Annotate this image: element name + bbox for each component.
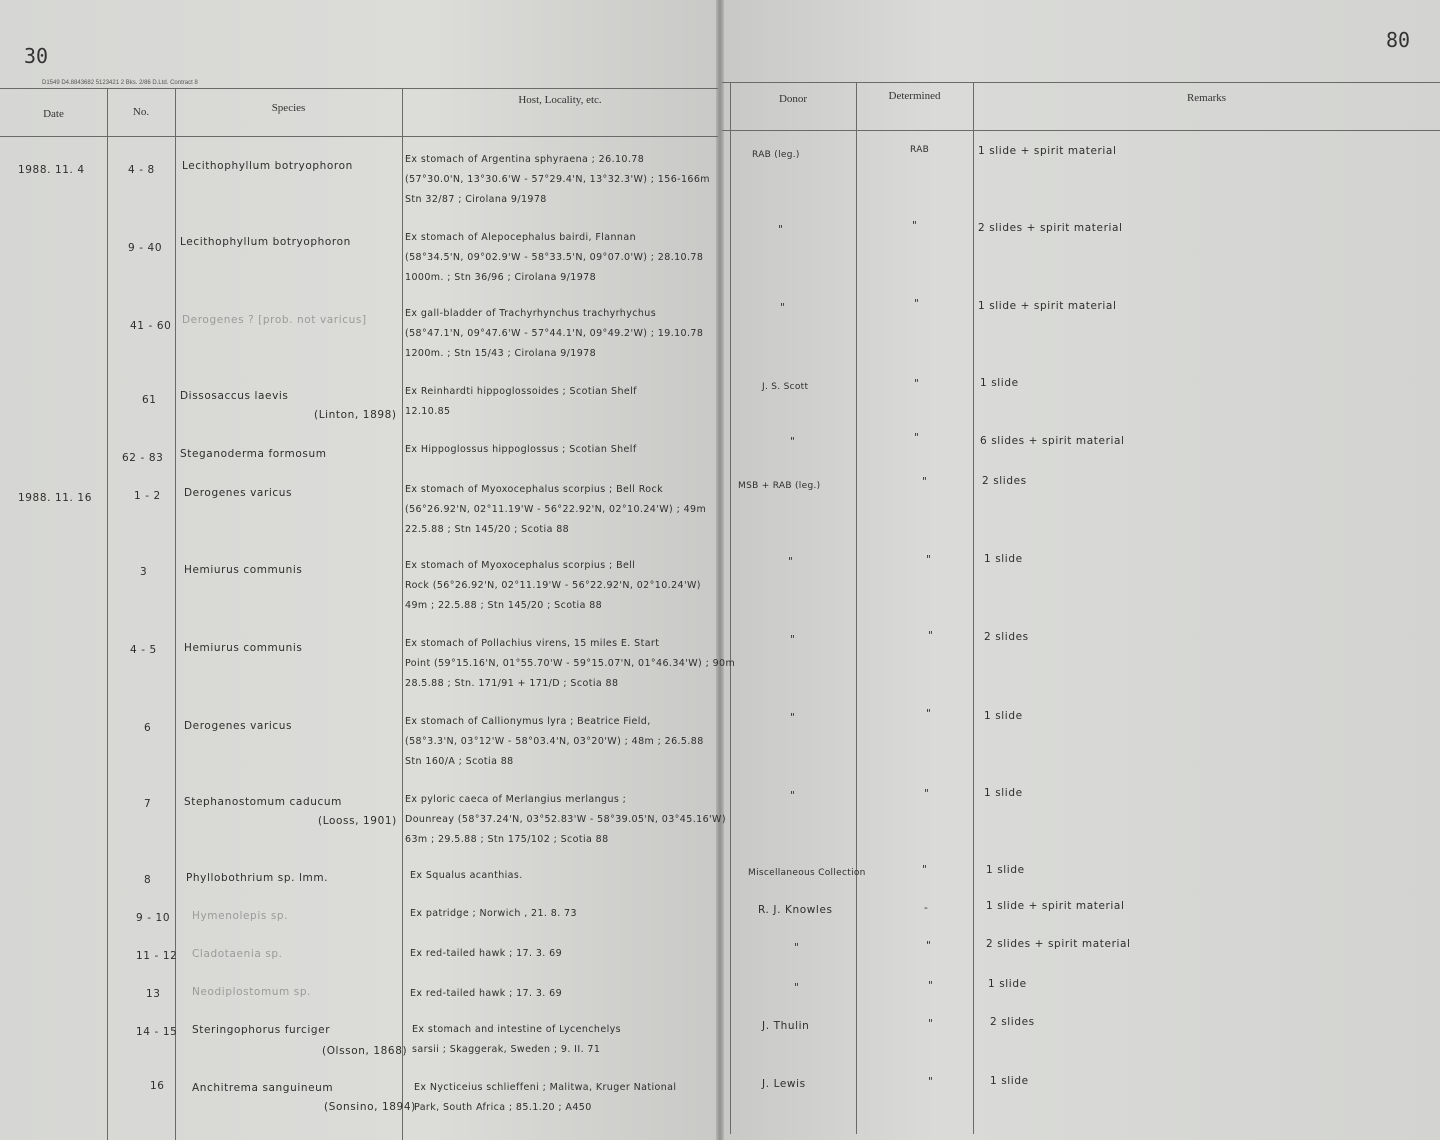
entry-remarks: 2 slides xyxy=(982,475,1027,487)
entry-remarks: 1 slide xyxy=(990,1075,1029,1087)
column-rule-determined xyxy=(856,82,857,1134)
host-line: Park, South Africa ; 85.1.20 ; A450 xyxy=(414,1102,592,1113)
entry-remarks: 6 slides + spirit material xyxy=(980,435,1125,447)
entry-host xyxy=(405,556,701,616)
entry-determined: " xyxy=(926,708,932,720)
entry-host xyxy=(410,866,523,886)
host-line: Ex gall-bladder of Trachyrhynchus trachyrhychus xyxy=(405,308,657,319)
entry-species: Dissosaccus laevis xyxy=(180,390,289,402)
entry-donor: J. Lewis xyxy=(762,1078,806,1090)
entry-remarks: 1 slide + spirit material xyxy=(978,145,1117,157)
column-rule-remarks xyxy=(973,82,974,1134)
entry-determined: " xyxy=(926,940,932,952)
entry-species: Hemiurus communis xyxy=(184,564,303,576)
entry-species: Cladotaenia sp. xyxy=(192,948,283,960)
host-line: Ex Nycticeius schlieffeni ; Malitwa, Kruger National xyxy=(414,1082,677,1093)
host-line: 28.5.88 ; Stn. 171/91 + 171/D ; Scotia 88 xyxy=(405,678,619,689)
entry-donor: Miscellaneous Collection xyxy=(748,868,866,878)
host-line: Ex stomach of Myoxocephalus scorpius ; Bell xyxy=(405,560,636,571)
right-page xyxy=(722,0,1440,1140)
header-species: Species xyxy=(271,102,306,114)
entry-host xyxy=(405,304,703,364)
book-gutter xyxy=(716,0,724,1140)
entry-remarks: 1 slide + spirit material xyxy=(986,900,1125,912)
entry-remarks: 1 slide xyxy=(988,978,1027,990)
host-line: Ex stomach of Pollachius virens, 15 miles E. Start xyxy=(405,638,660,649)
entry-remarks: 1 slide xyxy=(984,787,1023,799)
header-determined: Determined xyxy=(888,90,941,102)
entry-donor: " xyxy=(778,224,784,236)
entry-species: Derogenes varicus xyxy=(184,487,293,499)
host-line: Rock (56°26.92'N, 02°11.19'W - 56°22.92'N, 02°10.24'W) xyxy=(405,580,701,591)
column-rule-host xyxy=(402,88,403,1140)
entry-determined: " xyxy=(922,864,928,876)
entry-authority: (Sonsino, 1894) xyxy=(324,1101,416,1113)
entry-no: 13 xyxy=(146,988,161,1000)
entry-host xyxy=(405,634,735,694)
host-line: (58°3.3'N, 03°12'W - 58°03.4'N, 03°20'W) ; 48m ; 26.5.88 xyxy=(405,736,704,747)
header-remarks: Remarks xyxy=(1186,92,1227,104)
entry-species: Derogenes varicus xyxy=(184,720,293,732)
host-line: Ex stomach of Alepocephalus bairdi, Flannan xyxy=(405,232,636,243)
host-line: (57°30.0'N, 13°30.6'W - 57°29.4'N, 13°32.3'W) ; 156-166m xyxy=(405,174,710,185)
entry-determined: " xyxy=(928,1018,934,1030)
entry-no: 61 xyxy=(142,394,157,406)
entry-host xyxy=(405,440,637,460)
entry-date: 1988. 11. 16 xyxy=(18,492,92,504)
entry-authority: (Looss, 1901) xyxy=(318,815,397,827)
entry-donor: RAB (leg.) xyxy=(752,150,800,160)
entry-donor: " xyxy=(790,436,796,448)
entry-determined: " xyxy=(926,554,932,566)
entry-host xyxy=(405,712,704,772)
host-line: Ex stomach of Myoxocephalus scorpius ; Bell Rock xyxy=(405,484,664,495)
entry-determined: - xyxy=(924,902,929,914)
entry-donor: " xyxy=(794,982,800,994)
entry-remarks: 2 slides + spirit material xyxy=(986,938,1131,950)
entry-host xyxy=(414,1078,676,1118)
entry-determined: " xyxy=(914,432,920,444)
host-line: Stn 160/A ; Scotia 88 xyxy=(405,756,514,767)
entry-determined: " xyxy=(928,1076,934,1088)
entry-donor: J. S. Scott xyxy=(762,382,809,392)
entry-species: Lecithophyllum botryophoron xyxy=(182,160,353,172)
host-line: 49m ; 22.5.88 ; Stn 145/20 ; Scotia 88 xyxy=(405,600,603,611)
entry-determined: " xyxy=(924,788,930,800)
host-line: Ex red-tailed hawk ; 17. 3. 69 xyxy=(410,988,563,999)
entry-authority: (Linton, 1898) xyxy=(314,409,397,421)
entry-remarks: 1 slide xyxy=(984,553,1023,565)
entry-host xyxy=(405,150,710,210)
host-line: Ex pyloric caeca of Merlangius merlangus ; xyxy=(405,794,627,805)
entry-species: Steringophorus furciger xyxy=(192,1024,331,1036)
entry-remarks: 1 slide xyxy=(984,710,1023,722)
entry-remarks: 2 slides xyxy=(990,1016,1035,1028)
host-line: 22.5.88 ; Stn 145/20 ; Scotia 88 xyxy=(405,524,570,535)
header-top-rule-right xyxy=(722,82,1440,83)
entry-determined: " xyxy=(928,980,934,992)
host-line: Ex Reinhardti hippoglossoides ; Scotian Shelf xyxy=(405,386,637,397)
entry-host xyxy=(410,904,577,924)
entry-date: 1988. 11. 4 xyxy=(18,164,85,176)
header-host: Host, Locality, etc. xyxy=(518,94,602,106)
host-line: Ex patridge ; Norwich , 21. 8. 73 xyxy=(410,908,577,919)
entry-no: 4 - 5 xyxy=(130,644,157,656)
entry-determined: RAB xyxy=(910,145,930,155)
host-line: Ex red-tailed hawk ; 17. 3. 69 xyxy=(410,948,563,959)
entry-no: 62 - 83 xyxy=(122,452,164,464)
host-line: Ex Squalus acanthias. xyxy=(410,870,523,881)
entry-no: 9 - 40 xyxy=(128,242,163,254)
entry-determined: " xyxy=(912,220,918,232)
entry-species: Neodiplostomum sp. xyxy=(192,986,312,998)
entry-species: Stephanostomum caducum xyxy=(184,796,342,808)
left-page-number: 30 xyxy=(24,44,49,68)
header-donor: Donor xyxy=(778,93,808,105)
host-line: 12.10.85 xyxy=(405,406,451,417)
entry-no: 11 - 12 xyxy=(136,950,178,962)
entry-remarks: 2 slides xyxy=(984,631,1029,643)
entry-no: 8 xyxy=(144,874,152,886)
entry-species: Hemiurus communis xyxy=(184,642,303,654)
host-line: sarsii ; Skaggerak, Sweden ; 9. II. 71 xyxy=(412,1044,601,1055)
entry-no: 7 xyxy=(144,798,152,810)
entry-species: Phyllobothrium sp. lmm. xyxy=(186,872,329,884)
entry-no: 6 xyxy=(144,722,152,734)
entry-remarks: 1 slide + spirit material xyxy=(978,300,1117,312)
entry-no: 14 - 15 xyxy=(136,1026,178,1038)
header-bottom-rule-right xyxy=(722,130,1440,131)
column-rule-species xyxy=(175,88,176,1140)
entry-determined: " xyxy=(928,630,934,642)
entry-donor: " xyxy=(788,556,794,568)
entry-remarks: 2 slides + spirit material xyxy=(978,222,1123,234)
entry-donor: J. Thulin xyxy=(762,1020,810,1032)
entry-no: 41 - 60 xyxy=(130,320,172,332)
entry-no: 16 xyxy=(150,1080,165,1092)
entry-no: 1 - 2 xyxy=(134,490,161,502)
entry-host xyxy=(405,790,726,850)
column-rule-no xyxy=(107,88,108,1140)
host-line: (58°34.5'N, 09°02.9'W - 58°33.5'N, 09°07.0'W) ; 28.10.78 xyxy=(405,252,704,263)
entry-remarks: 1 slide xyxy=(980,377,1019,389)
host-line: Dounreay (58°37.24'N, 03°52.83'W - 58°39.05'N, 03°45.16'W) xyxy=(405,814,726,825)
entry-no: 4 - 8 xyxy=(128,164,155,176)
host-line: 1200m. ; Stn 15/43 ; Cirolana 9/1978 xyxy=(405,348,597,359)
host-line: 63m ; 29.5.88 ; Stn 175/102 ; Scotia 88 xyxy=(405,834,609,845)
entry-donor: " xyxy=(790,712,796,724)
entry-donor: " xyxy=(780,302,786,314)
entry-host xyxy=(405,228,703,288)
host-line: Ex stomach of Callionymus lyra ; Beatrice Field, xyxy=(405,716,651,727)
entry-remarks: 1 slide xyxy=(986,864,1025,876)
host-line: Ex stomach and intestine of Lycenchelys xyxy=(412,1024,621,1035)
column-rule-donor xyxy=(730,82,731,1134)
header-no: No. xyxy=(132,106,150,118)
entry-donor: " xyxy=(794,942,800,954)
entry-authority: (Olsson, 1868) xyxy=(322,1045,408,1057)
entry-host xyxy=(405,480,706,540)
entry-host xyxy=(405,382,637,422)
right-page-number: 80 xyxy=(1386,28,1411,52)
entry-donor: " xyxy=(790,634,796,646)
entry-donor: MSB + RAB (leg.) xyxy=(738,481,821,491)
host-line: (56°26.92'N, 02°11.19'W - 56°22.92'N, 02°10.24'W) ; 49m xyxy=(405,504,707,515)
header-date: Date xyxy=(43,108,64,120)
entry-host xyxy=(412,1020,621,1060)
host-line: Stn 32/87 ; Cirolana 9/1978 xyxy=(405,194,547,205)
entry-determined: " xyxy=(914,378,920,390)
entry-donor: R. J. Knowles xyxy=(758,904,833,916)
entry-species: Hymenolepis sp. xyxy=(192,910,289,922)
host-line: Ex stomach of Argentina sphyraena ; 26.10.78 xyxy=(405,154,645,165)
host-line: (58°47.1'N, 09°47.6'W - 57°44.1'N, 09°49.2'W) ; 19.10.78 xyxy=(405,328,704,339)
entry-host xyxy=(410,944,562,964)
entry-host xyxy=(410,984,562,1004)
entry-donor: " xyxy=(790,790,796,802)
entry-species: Anchitrema sanguineum xyxy=(192,1082,334,1094)
host-line: Point (59°15.16'N, 01°55.70'W - 59°15.07'N, 01°46.34'W) ; 90m xyxy=(405,658,736,669)
host-line: 1000m. ; Stn 36/96 ; Cirolana 9/1978 xyxy=(405,272,597,283)
printer-line: D1549 D4.8843682 5123421 2 Bks. 2/86 D.Ltd. Contract 8 xyxy=(42,80,198,86)
entry-no: 9 - 10 xyxy=(136,912,171,924)
entry-species: Lecithophyllum botryophoron xyxy=(180,236,351,248)
host-line: Ex Hippoglossus hippoglossus ; Scotian Shelf xyxy=(405,444,637,455)
entry-species: Derogenes ? [prob. not varicus] xyxy=(182,314,367,326)
entry-species: Steganoderma formosum xyxy=(180,448,327,460)
entry-determined: " xyxy=(914,298,920,310)
entry-no: 3 xyxy=(140,566,148,578)
entry-determined: " xyxy=(922,476,928,488)
